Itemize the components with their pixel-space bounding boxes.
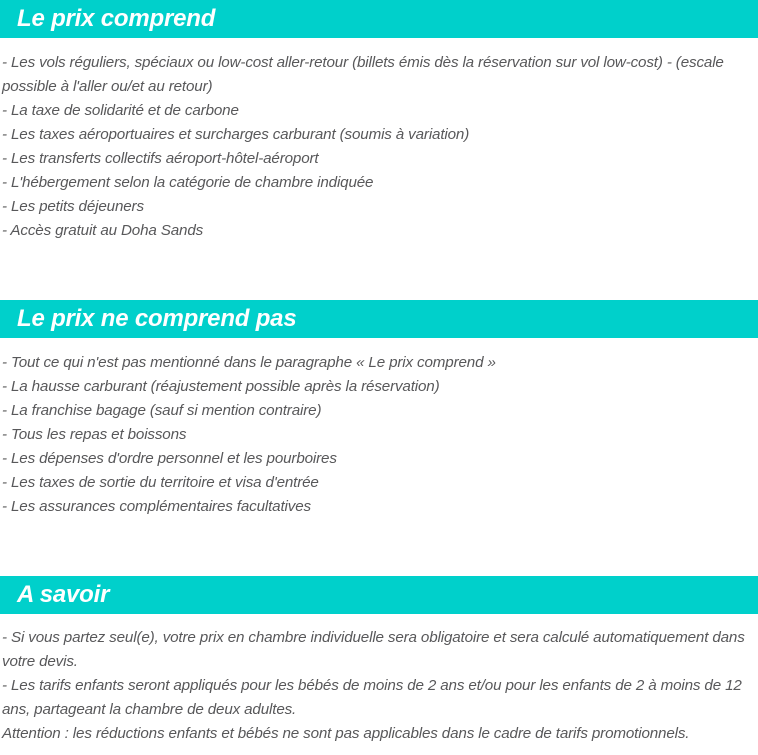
- list-item: - Tous les repas et boissons: [2, 426, 187, 443]
- list-item: - La franchise bagage (sauf si mention contraire): [2, 402, 322, 419]
- section-title: Le prix ne comprend pas: [17, 305, 297, 332]
- list-item: - Les assurances complémentaires facultatives: [2, 498, 311, 515]
- list-item: - Les vols réguliers, spéciaux ou low-cost aller-retour (billets émis dès la réservation sur vol low-cost) - (escale possible à l'aller ou/et au retour): [2, 54, 724, 95]
- section-content-price-excludes: [0, 338, 758, 519]
- list-item: - La taxe de solidarité et de carbone: [2, 102, 239, 119]
- section-header-good-to-know: [0, 576, 758, 614]
- list-item: - Les tarifs enfants seront appliqués pour les bébés de moins de 2 ans et/ou pour les enfants de 2 à moins de 12 ans, partageant la chambre de deux adultes.: [2, 677, 742, 718]
- section-spacer: [0, 519, 758, 576]
- section-price-excludes: [0, 300, 758, 519]
- section-content-price-includes: [0, 38, 758, 243]
- section-header-price-excludes: [0, 300, 758, 338]
- list-item: - Les taxes aéroportuaires et surcharges carburant (soumis à variation): [2, 126, 470, 143]
- note-text: Attention : les réductions enfants et bébés ne sont pas applicables dans le cadre de tarifs promotionnels.: [2, 725, 690, 742]
- section-title: A savoir: [17, 581, 110, 608]
- section-header-price-includes: [0, 0, 758, 38]
- list-item: - Tout ce qui n'est pas mentionné dans le paragraphe « Le prix comprend »: [2, 354, 496, 371]
- section-good-to-know: [0, 576, 758, 746]
- section-price-includes: [0, 0, 758, 243]
- list-item: - Les transferts collectifs aéroport-hôtel-aéroport: [2, 150, 319, 167]
- section-spacer: [0, 243, 758, 300]
- list-item: - Les taxes de sortie du territoire et visa d'entrée: [2, 474, 319, 491]
- list-item: - Accès gratuit au Doha Sands: [2, 222, 204, 239]
- list-item: - Si vous partez seul(e), votre prix en chambre individuelle sera obligatoire et sera calculé automatiquement dans votre devis.: [2, 629, 745, 670]
- list-item: - Les petits déjeuners: [2, 198, 144, 215]
- list-item: - L'hébergement selon la catégorie de chambre indiquée: [2, 174, 374, 191]
- section-content-good-to-know: [0, 614, 758, 746]
- list-item: - Les dépenses d'ordre personnel et les pourboires: [2, 450, 337, 467]
- section-title: Le prix comprend: [17, 5, 216, 32]
- list-item: - La hausse carburant (réajustement possible après la réservation): [2, 378, 440, 395]
